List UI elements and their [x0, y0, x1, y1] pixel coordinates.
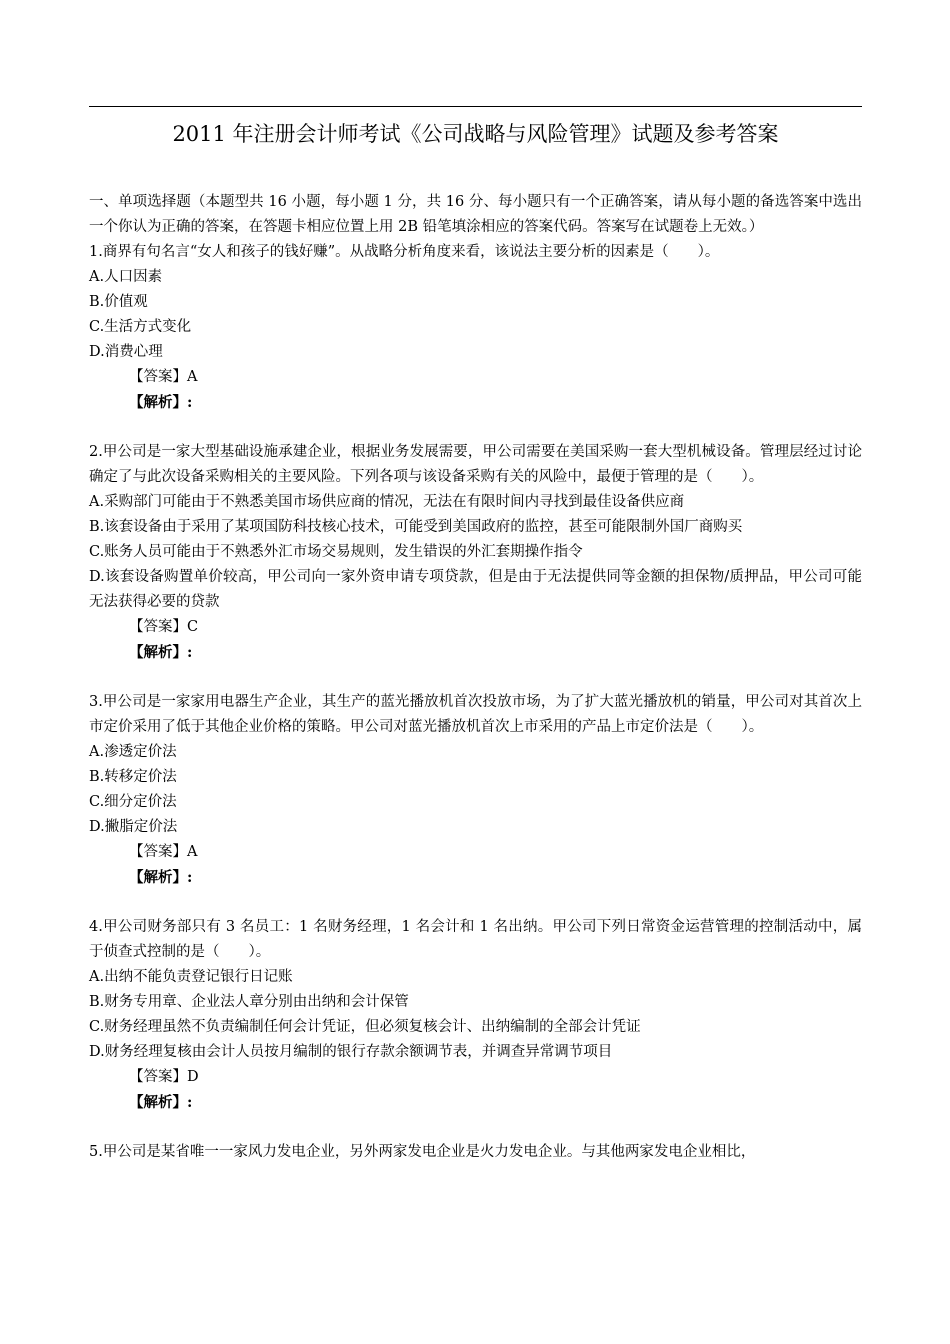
- option-d: D.消费心理: [89, 344, 163, 360]
- analysis-line: 【解析】:: [129, 1094, 193, 1111]
- option-c: C.账务人员可能由于不熟悉外汇市场交易规则，发生错误的外汇套期操作指令: [89, 544, 583, 560]
- option-c: C.细分定价法: [89, 794, 177, 810]
- section-intro: 一、单项选择题（本题型共 16 小题，每小题 1 分，共 16 分、每小题只有一个正确答案，请从每小题的备选答案中选出一个你认为正确的答案，在答题卡相应位置上用 2B 铅笔填涂相应的答案代码。答案写在试题卷上无效。）: [89, 194, 862, 235]
- question-2: [89, 440, 862, 665]
- question-stem: 2.甲公司是一家大型基础设施承建企业，根据业务发展需要，甲公司需要在美国采购一套大型机械设备。管理层经过讨论确定了与此次设备采购相关的主要风险。下列各项与该设备采购有关的风险中，最便于管理的是（ ）。: [89, 444, 862, 485]
- option-d: D.撇脂定价法: [89, 819, 178, 835]
- answer-line: 【答案】D: [129, 1069, 199, 1085]
- question-3: [89, 690, 862, 890]
- question-stem: 1.商界有句名言“女人和孩子的钱好赚”。从战略分析角度来看，该说法主要分析的因素是（ ）。: [89, 244, 720, 260]
- document-title: 2011 年注册会计师考试《公司战略与风险管理》试题及参考答案: [172, 122, 779, 146]
- option-a: A.人口因素: [89, 269, 163, 285]
- option-c: C.财务经理虽然不负责编制任何会计凭证，但必须复核会计、出纳编制的全部会计凭证: [89, 1019, 641, 1035]
- option-c: C.生活方式变化: [89, 319, 192, 335]
- option-a: A.出纳不能负责登记银行日记账: [89, 969, 293, 985]
- question-stem: 5.甲公司是某省唯一一家风力发电企业，另外两家发电企业是火力发电企业。与其他两家发电企业相比，: [89, 1144, 756, 1160]
- option-d: D.财务经理复核由会计人员按月编制的银行存款余额调节表，并调查异常调节项目: [89, 1044, 613, 1060]
- answer-line: 【答案】A: [129, 369, 198, 385]
- option-a: A.渗透定价法: [89, 744, 177, 760]
- document-body: [89, 190, 862, 1165]
- option-a: A.采购部门可能由于不熟悉美国市场供应商的情况，无法在有限时间内寻找到最佳设备供应商: [89, 494, 685, 510]
- question-stem: 4.甲公司财务部只有 3 名员工：1 名财务经理，1 名会计和 1 名出纳。甲公司下列日常资金运营管理的控制活动中，属于侦查式控制的是（ ）。: [89, 919, 862, 960]
- analysis-line: 【解析】:: [129, 394, 193, 411]
- option-b: B.财务专用章、企业法人章分别由出纳和会计保管: [89, 994, 409, 1010]
- header-rule: [89, 106, 862, 107]
- question-1: [89, 240, 862, 415]
- answer-line: 【答案】A: [129, 844, 198, 860]
- option-b: B.转移定价法: [89, 769, 177, 785]
- analysis-line: 【解析】:: [129, 644, 193, 661]
- option-b: B.价值观: [89, 294, 148, 310]
- answer-line: 【答案】C: [129, 619, 199, 635]
- option-b: B.该套设备由于采用了某项国防科技核心技术，可能受到美国政府的监控，甚至可能限制外国厂商购买: [89, 519, 743, 535]
- question-5: [89, 1140, 862, 1165]
- analysis-line: 【解析】:: [129, 869, 193, 886]
- question-stem: 3.甲公司是一家家用电器生产企业，其生产的蓝光播放机首次投放市场，为了扩大蓝光播放机的销量，甲公司对其首次上市定价采用了低于其他企业价格的策略。甲公司对蓝光播放机首次上市采用的产品上市定价法是（ ）。: [89, 694, 862, 735]
- option-d: D.该套设备购置单价较高，甲公司向一家外资申请专项贷款，但是由于无法提供同等金额的担保物/质押品，甲公司可能无法获得必要的贷款: [89, 569, 862, 610]
- question-4: [89, 915, 862, 1115]
